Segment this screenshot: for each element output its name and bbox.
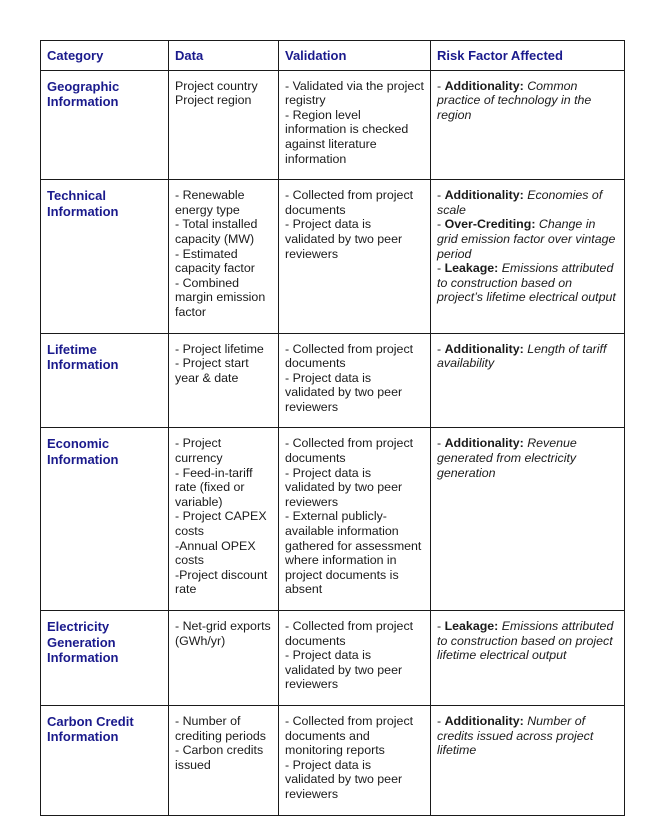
validation-item: - Project data is validated by two peer reviewers	[285, 757, 403, 801]
header-data: Data	[169, 41, 279, 71]
validation-cell	[279, 333, 431, 428]
data-item: -Annual OPEX costs	[175, 538, 256, 568]
risk-factor-item	[437, 217, 618, 261]
validation-item: - Project data is validated by two peer reviewers	[285, 648, 403, 692]
validation-item: - Collected from project documents and monitoring reports	[285, 713, 414, 758]
risk-factor-description: Emissions attributed to construction based on project’s lifetime electrical output	[437, 261, 616, 305]
data-cell	[169, 180, 279, 333]
risk-factor-name: Over-Crediting:	[444, 217, 536, 232]
risk-factor-prefix: -	[437, 619, 445, 633]
risk-factor-prefix: -	[437, 436, 445, 451]
validation-cell	[279, 70, 431, 180]
risk-factor-cell	[431, 70, 625, 180]
data-item: -Project discount rate	[175, 567, 268, 597]
risk-factor-name: Additionality:	[444, 78, 524, 93]
data-item: - Net-grid exports (GWh/yr)	[175, 619, 271, 648]
risk-factor-prefix: -	[437, 188, 445, 203]
category-cell: Carbon Credit Information	[41, 705, 169, 815]
validation-item: - Validated via the project registry	[285, 78, 424, 108]
risk-factor-name: Additionality:	[444, 713, 524, 728]
risk-factor-name: Additionality:	[444, 341, 524, 356]
header-validation: Validation	[279, 41, 431, 71]
risk-factor-description: Emissions attributed to construction based on project lifetime electrical output	[437, 619, 614, 663]
validation-cell	[279, 180, 431, 333]
risk-factor-item	[437, 714, 618, 758]
data-item: - Combined margin emission factor	[175, 275, 266, 319]
risk-factor-item	[437, 619, 618, 663]
risk-factor-cell	[431, 428, 625, 611]
risk-factor-prefix: -	[437, 78, 445, 93]
risk-factor-name: Leakage:	[444, 619, 499, 633]
risk-factor-item	[437, 342, 618, 371]
risk-factor-table	[40, 40, 625, 816]
risk-factor-description: Economies of scale	[437, 188, 603, 217]
category-cell: Electricity Generation Information	[41, 611, 169, 706]
risk-factor-cell	[431, 705, 625, 815]
data-cell	[169, 333, 279, 428]
data-item: - Project CAPEX costs	[175, 509, 267, 539]
validation-item: - Region level information is checked against literature information	[285, 107, 409, 166]
data-item: - Project currency	[175, 436, 223, 466]
data-item: - Number of crediting periods	[175, 713, 266, 743]
category-cell: Economic Information	[41, 428, 169, 611]
risk-factor-description: Number of credits issued across project lifetime	[437, 713, 594, 758]
data-cell	[169, 705, 279, 815]
validation-item: - Project data is validated by two peer reviewers	[285, 370, 403, 414]
validation-item: - Collected from project documents	[285, 619, 414, 648]
risk-factor-name: Additionality:	[444, 436, 524, 451]
risk-factor-name: Leakage:	[444, 261, 499, 276]
risk-factor-name: Additionality:	[444, 188, 524, 203]
data-cell	[169, 428, 279, 611]
risk-factor-description: Change in grid emission factor over vintage period	[437, 217, 616, 261]
table-row	[41, 333, 625, 428]
table-row	[41, 705, 625, 815]
risk-factor-item	[437, 436, 618, 480]
header-row	[41, 41, 625, 71]
header-risk-factor: Risk Factor Affected	[431, 41, 625, 71]
validation-item: - Project data is validated by two peer reviewers	[285, 217, 403, 261]
category-cell: Lifetime Information	[41, 333, 169, 428]
table-row	[41, 180, 625, 333]
table-row	[41, 70, 625, 180]
data-cell	[169, 611, 279, 706]
category-cell: Technical Information	[41, 180, 169, 333]
data-item: - Project start year & date	[175, 356, 249, 385]
data-item: - Estimated capacity factor	[175, 246, 255, 276]
data-item: Project country	[175, 78, 258, 93]
risk-factor-item	[437, 261, 618, 305]
data-item: - Renewable energy type	[175, 188, 245, 217]
validation-cell	[279, 611, 431, 706]
data-item: - Carbon credits issued	[175, 743, 264, 772]
validation-cell	[279, 428, 431, 611]
risk-factor-prefix: -	[437, 217, 445, 232]
risk-factor-prefix: -	[437, 261, 445, 276]
category-cell: Geographic Information	[41, 70, 169, 180]
risk-factor-cell	[431, 611, 625, 706]
risk-factor-cell	[431, 180, 625, 333]
data-item: Project region	[175, 93, 252, 108]
validation-item: - Collected from project documents	[285, 341, 414, 371]
risk-factor-description: Length of tariff availability	[437, 341, 607, 371]
header-category: Category	[41, 41, 169, 71]
data-item: - Project lifetime	[175, 341, 264, 356]
data-item: - Total installed capacity (MW)	[175, 217, 258, 246]
validation-item: - Project data is validated by two peer reviewers	[285, 465, 403, 509]
table-row	[41, 611, 625, 706]
validation-item: - External publicly-available information gathered for assessment where information in project documents is absent	[285, 509, 422, 597]
risk-factor-prefix: -	[437, 713, 445, 728]
validation-item: - Collected from project documents	[285, 188, 414, 217]
risk-factor-prefix: -	[437, 341, 445, 356]
validation-cell	[279, 705, 431, 815]
data-item: - Feed-in-tariff rate (fixed or variable)	[175, 465, 253, 509]
data-cell	[169, 70, 279, 180]
risk-factor-item	[437, 79, 618, 123]
risk-factor-item	[437, 188, 618, 217]
validation-item: - Collected from project documents	[285, 436, 414, 466]
table-row	[41, 428, 625, 611]
risk-factor-description: Common practice of technology in the region	[437, 78, 592, 122]
table-body	[41, 70, 625, 815]
risk-factor-description: Revenue generated from electricity generation	[437, 436, 577, 480]
risk-factor-cell	[431, 333, 625, 428]
